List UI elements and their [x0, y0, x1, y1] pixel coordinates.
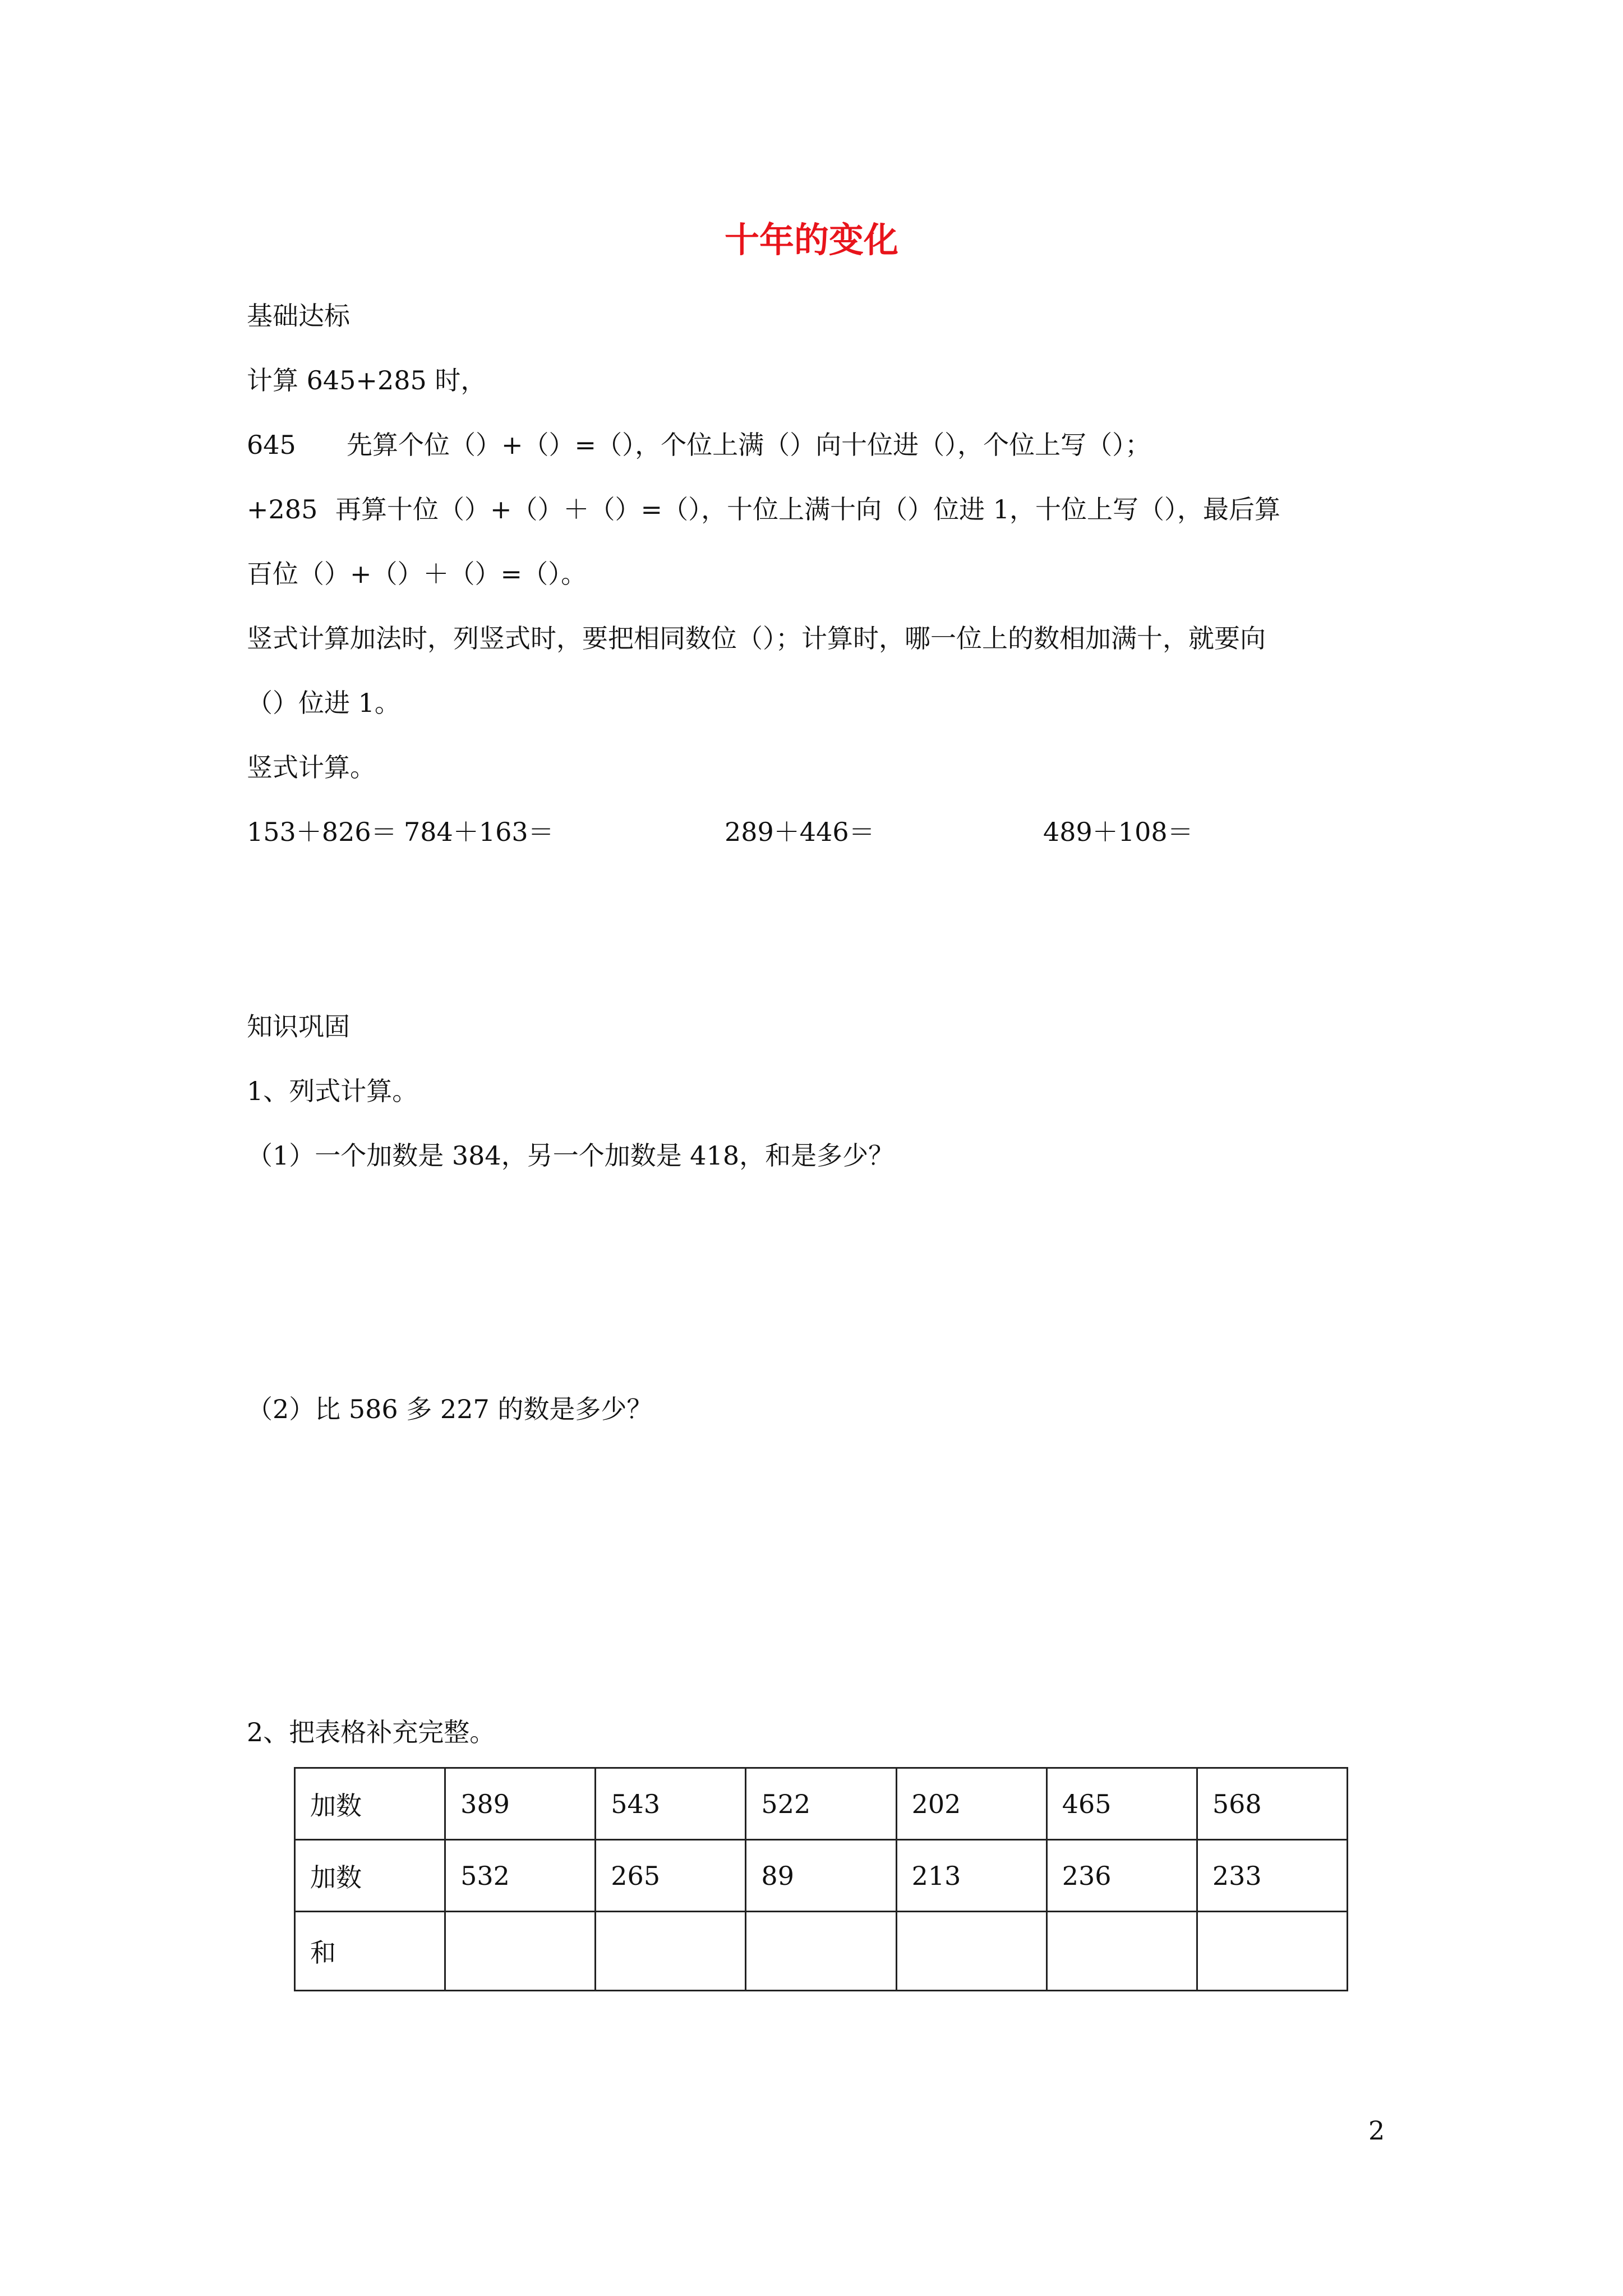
page-number: 2 — [1368, 2115, 1385, 2146]
exercise-1: 153＋826＝ — [247, 817, 397, 847]
step2-text: 再算十位（）+（）＋（）=（），十位上满十向（）位进 1，十位上写（），最后算 — [335, 494, 1280, 524]
section-heading-basic: 基础达标 — [247, 301, 350, 331]
table-row — [295, 1768, 1348, 1840]
table-cell: 522 — [746, 1768, 896, 1840]
table-row — [295, 1840, 1348, 1912]
table-cell-empty[interactable] — [1197, 1912, 1347, 1991]
table-cell: 89 — [746, 1840, 896, 1912]
page-title: 十年的变化 — [724, 219, 898, 260]
table-cell: 389 — [445, 1768, 596, 1840]
vertical-calc-heading: 竖式计算。 — [247, 752, 376, 783]
table-cell: 213 — [896, 1840, 1046, 1912]
table-cell: 236 — [1046, 1840, 1197, 1912]
question-1-title: 1、列式计算。 — [247, 1076, 418, 1106]
question-1b: （2）比 586 多 227 的数是多少？ — [247, 1394, 653, 1424]
table-row-label: 加数 — [295, 1768, 445, 1840]
table-cell: 532 — [445, 1840, 596, 1912]
table-cell-empty[interactable] — [746, 1912, 896, 1991]
table-row-label: 加数 — [295, 1840, 445, 1912]
rule-text-line1: 竖式计算加法时，列竖式时，要把相同数位（）；计算时，哪一位上的数相加满十，就要向 — [247, 623, 1266, 654]
table-cell: 465 — [1046, 1768, 1197, 1840]
question-1a: （1）一个加数是 384，另一个加数是 418，和是多少？ — [247, 1140, 895, 1171]
step3-text: 百位（）+（）＋（）=（）。 — [247, 559, 587, 589]
table-cell-empty[interactable] — [596, 1912, 746, 1991]
vertical-top-number: 645 — [247, 430, 296, 460]
table-row-label: 和 — [295, 1912, 445, 1991]
vertical-bottom-number: +285 — [247, 494, 318, 524]
table-cell-empty[interactable] — [445, 1912, 596, 1991]
step1-text: 先算个位（）+（）=（），个位上满（）向十位进（），个位上写（）； — [347, 430, 1151, 460]
table-cell-empty[interactable] — [896, 1912, 1046, 1991]
exercise-2: 784＋163＝ — [404, 817, 554, 847]
question-2-title: 2、把表格补充完整。 — [247, 1717, 496, 1747]
exercise-4: 489＋108＝ — [1043, 817, 1193, 847]
section-heading-consolidate: 知识巩固 — [247, 1011, 350, 1042]
table-cell: 568 — [1197, 1768, 1347, 1840]
table-cell: 265 — [596, 1840, 746, 1912]
intro-text: 计算 645+285 时， — [247, 365, 487, 395]
table-cell-empty[interactable] — [1046, 1912, 1197, 1991]
table-cell: 233 — [1197, 1840, 1347, 1912]
exercise-3: 289＋446＝ — [725, 817, 875, 847]
addition-table — [294, 1767, 1348, 1991]
rule-text-line2: （）位进 1。 — [247, 688, 400, 718]
table-row — [295, 1912, 1348, 1991]
table-cell: 543 — [596, 1768, 746, 1840]
table-cell: 202 — [896, 1768, 1046, 1840]
